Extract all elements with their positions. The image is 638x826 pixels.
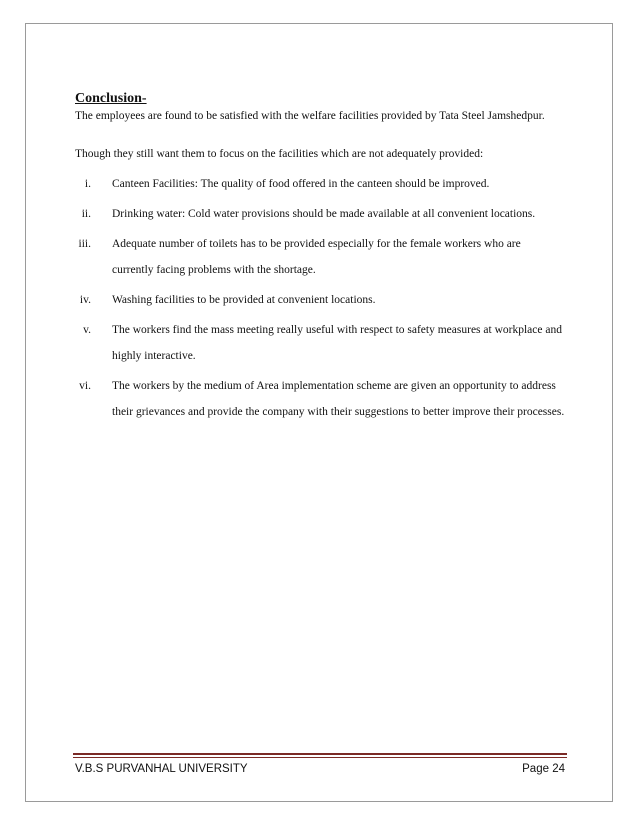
footer-rule-thin: [73, 757, 567, 758]
intro-paragraph: The employees are found to be satisfied with the welfare facilities provided by Tata Steel Jamshedpur.: [75, 110, 545, 122]
recommendation-list: [75, 176, 565, 425]
list-number: i.: [84, 178, 91, 190]
document-body: [75, 90, 565, 434]
list-number: iii.: [78, 238, 91, 250]
list-number: v.: [83, 324, 91, 336]
list-number: vi.: [79, 380, 91, 392]
list-text: Canteen Facilities: The quality of food offered in the canteen should be improved.: [112, 178, 490, 190]
footer-page-number: Page 24: [522, 763, 565, 775]
footer-rule: [73, 753, 567, 755]
list-text: Drinking water: Cold water provisions should be made available at all convenient locations.: [112, 208, 536, 220]
list-item: [75, 236, 565, 283]
list-item: [75, 292, 565, 313]
list-number: ii.: [81, 208, 91, 220]
list-item: [75, 206, 565, 227]
list-text: The workers find the mass meeting really useful with respect to safety measures at workplace and highly interactive.: [112, 324, 562, 362]
list-text: Adequate number of toilets has to be provided especially for the female workers who are currently facing problems with the shortage.: [112, 238, 521, 276]
list-item: [75, 378, 565, 425]
list-number: iv.: [79, 294, 91, 306]
list-text: Washing facilities to be provided at convenient locations.: [112, 294, 376, 306]
list-item: [75, 176, 565, 197]
footer-university: V.B.S PURVANHAL UNIVERSITY: [75, 763, 248, 775]
list-item: [75, 322, 565, 369]
page-footer: [75, 763, 565, 775]
focus-paragraph: Though they still want them to focus on the facilities which are not adequately provided:: [75, 148, 484, 160]
list-text: The workers by the medium of Area implementation scheme are given an opportunity to address their grievances and provide the company with their suggestions to better improve their processes.: [112, 380, 565, 418]
section-heading: Conclusion-: [75, 91, 147, 106]
